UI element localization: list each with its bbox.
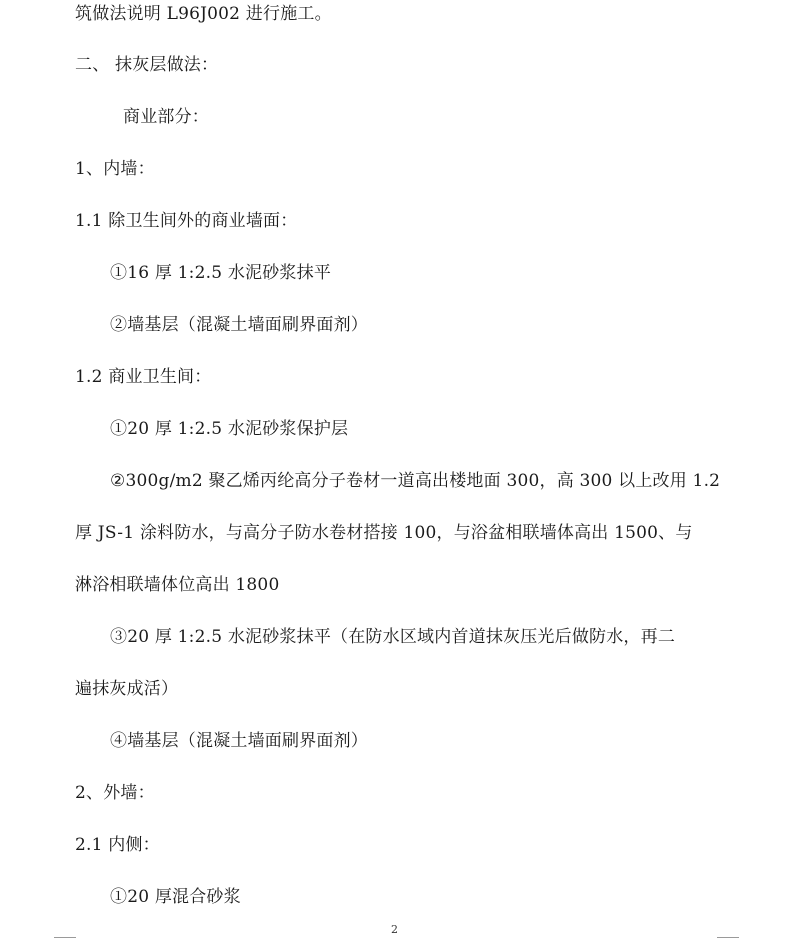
list-item-continuation: 遍抹灰成活）	[75, 679, 179, 699]
right-margin-mark	[717, 937, 739, 938]
heading-exterior-wall: 2、外墙：	[75, 783, 155, 803]
page-number: 2	[391, 923, 398, 936]
heading-1-1: 1.1 除卫生间外的商业墙面：	[75, 211, 298, 231]
section-heading-plastering: 二、 抹灰层做法：	[75, 55, 219, 75]
heading-1-2: 1.2 商业卫生间：	[75, 367, 212, 387]
left-margin-mark	[54, 937, 76, 938]
list-item: ④墙基层（混凝土墙面刷界面剂）	[110, 731, 368, 751]
subheading-commercial: 商业部分：	[123, 107, 209, 127]
list-item: ③20 厚 1:2.5 水泥砂浆抹平（在防水区域内首道抹灰压光后做防水，再二	[110, 627, 676, 647]
heading-2-1: 2.1 内侧：	[75, 835, 160, 855]
heading-interior-wall: 1、内墙：	[75, 159, 155, 179]
list-item: ②墙基层（混凝土墙面刷界面剂）	[110, 315, 368, 335]
list-item: ①16 厚 1:2.5 水泥砂浆抹平	[110, 263, 332, 283]
list-item: ②300g/m2 聚乙烯丙纶高分子卷材一道高出楼地面 300，高 300 以上改用 1.2	[110, 471, 721, 491]
list-item: ①20 厚混合砂浆	[110, 887, 241, 907]
list-item: ①20 厚 1:2.5 水泥砂浆保护层	[110, 419, 349, 439]
list-item-continuation: 厚 JS-1 涂料防水，与高分子防水卷材搭接 100，与浴盆相联墙体高出 1500、与	[75, 523, 693, 543]
list-item-continuation: 淋浴相联墙体位高出 1800	[75, 575, 280, 595]
paragraph-continuation: 筑做法说明 L96J002 进行施工。	[75, 4, 332, 24]
